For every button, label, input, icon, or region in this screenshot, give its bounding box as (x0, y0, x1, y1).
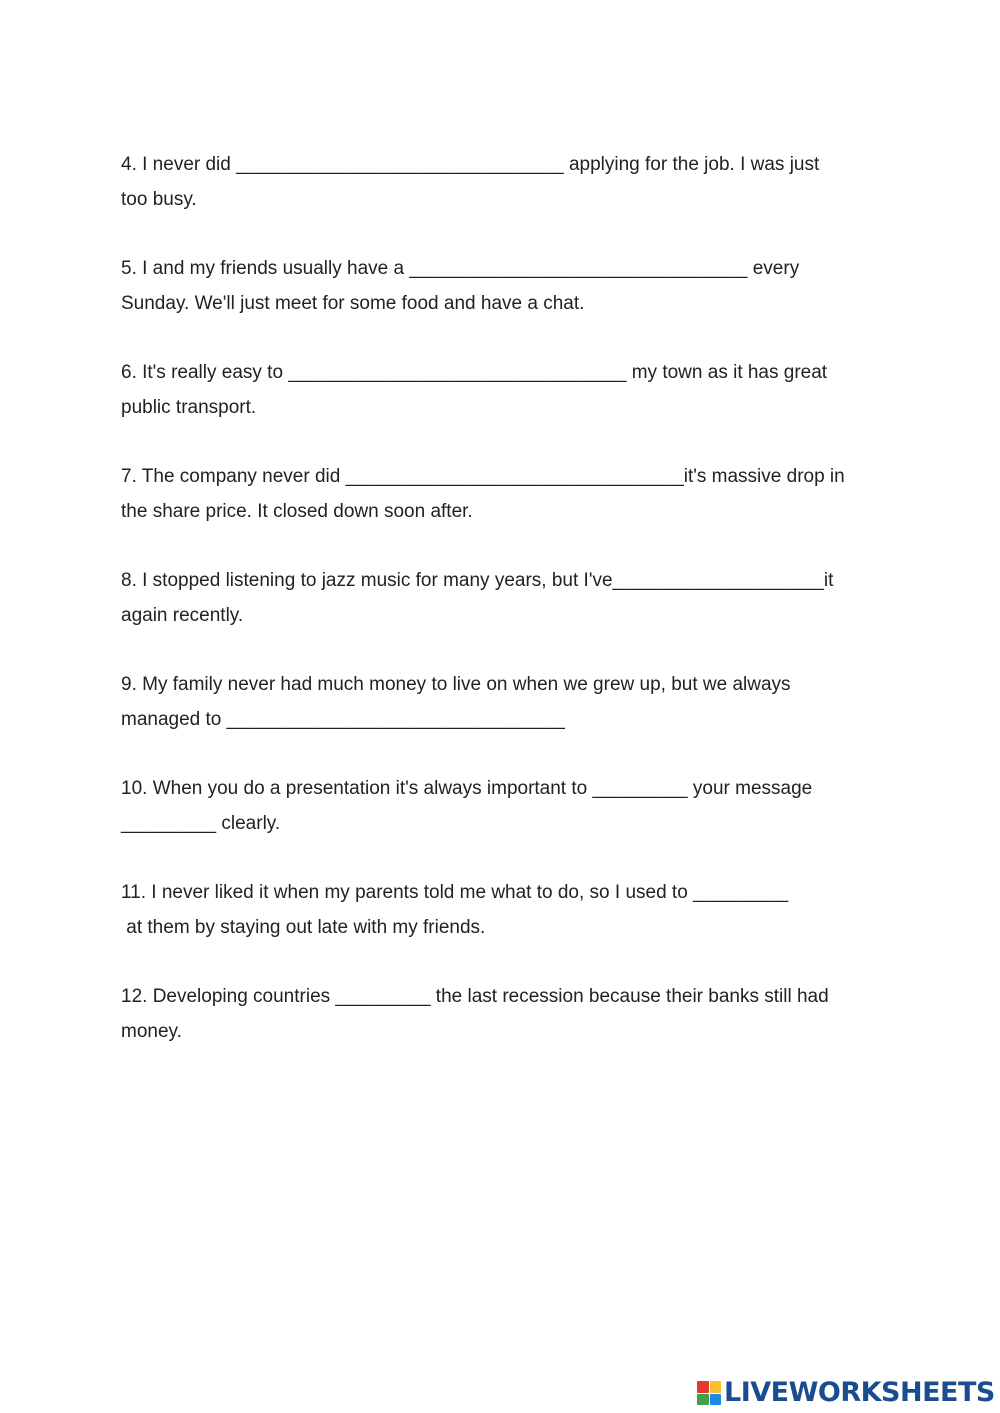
question-line: 5. I and my friends usually have a ________________________________ every (121, 258, 800, 279)
question-line: 10. When you do a presentation it's always important to _________ your message (121, 778, 813, 799)
question-line: at them by staying out late with my friends. (121, 917, 486, 938)
question-line: the share price. It closed down soon after. (121, 501, 473, 522)
question-line: 7. The company never did ________________________________it's massive drop in (121, 466, 845, 487)
logo-square-green (697, 1394, 709, 1406)
question-line: 9. My family never had much money to live on when we grew up, but we always (121, 674, 791, 695)
logo-text: LIVEWORKSHEETS (724, 1377, 995, 1408)
question-line: 11. I never liked it when my parents told me what to do, so I used to _________ (121, 882, 789, 903)
question-line: again recently. (121, 605, 244, 626)
question-line: public transport. (121, 397, 257, 418)
question-7 (121, 459, 891, 529)
question-line: 6. It's really easy to ________________________________ my town as it has great (121, 362, 828, 383)
question-line: too busy. (121, 189, 197, 210)
question-line: 8. I stopped listening to jazz music for many years, but I've____________________it (121, 570, 834, 591)
question-line: money. (121, 1021, 182, 1042)
liveworksheets-logo[interactable] (697, 1378, 995, 1408)
question-line: _________ clearly. (121, 813, 281, 834)
question-11 (121, 875, 891, 945)
question-9 (121, 667, 891, 737)
question-line: 4. I never did _______________________________ applying for the job. I was just (121, 154, 820, 175)
question-6 (121, 355, 891, 425)
question-line: Sunday. We'll just meet for some food and have a chat. (121, 293, 585, 314)
logo-square-blue (710, 1394, 722, 1406)
question-line: 12. Developing countries _________ the last recession because their banks still had (121, 986, 829, 1007)
question-10 (121, 771, 891, 841)
question-4 (121, 147, 891, 217)
logo-square-yellow (710, 1381, 722, 1393)
question-5 (121, 251, 891, 321)
question-line: managed to ________________________________ (121, 709, 565, 730)
logo-square-red (697, 1381, 709, 1393)
logo-mark-icon (697, 1381, 721, 1405)
question-8 (121, 563, 891, 633)
worksheet-body (121, 147, 891, 1083)
question-12 (121, 979, 891, 1049)
